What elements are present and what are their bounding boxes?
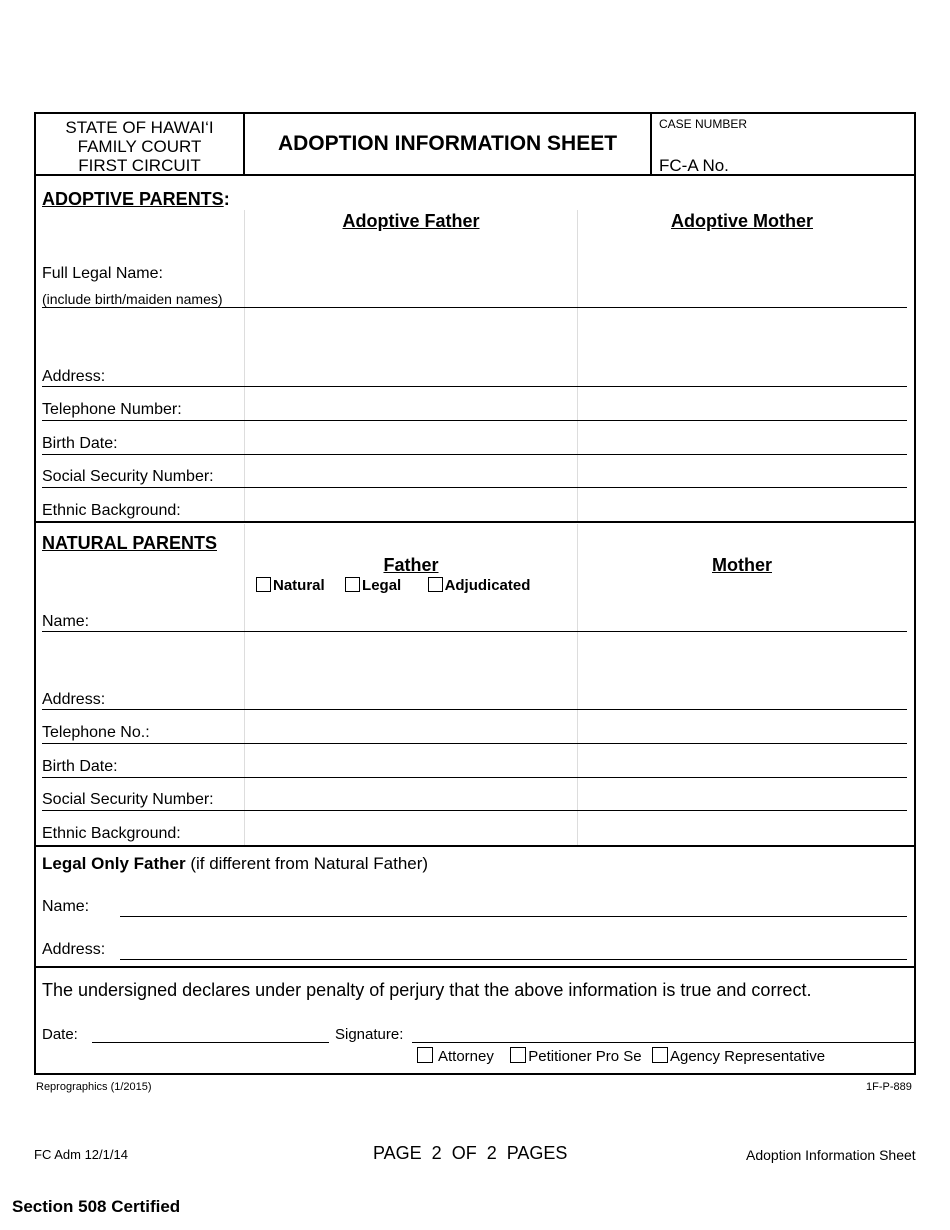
natural-address-line bbox=[42, 709, 907, 710]
legal-only-name-field[interactable] bbox=[120, 893, 907, 915]
court-name bbox=[36, 118, 243, 175]
reprographics-note: Reprographics (1/2015) bbox=[36, 1081, 152, 1093]
declaration-text: The undersigned declares under penalty of perjury that the above information is true and correct. bbox=[42, 980, 812, 1000]
natural-ssn-label: Social Security Number: bbox=[42, 791, 214, 808]
natural-telephone-line bbox=[42, 743, 907, 744]
adoptive-father-ethnic-field[interactable] bbox=[246, 492, 576, 520]
adjudicated-option-label: Adjudicated bbox=[444, 577, 531, 594]
natural-father-ethnic-field[interactable] bbox=[246, 815, 576, 843]
court-line-family: FAMILY COURT bbox=[77, 137, 202, 156]
legal-only-address-label: Address: bbox=[42, 941, 106, 958]
natural-mother-birth-date-field[interactable] bbox=[579, 748, 906, 776]
date-field[interactable] bbox=[92, 1022, 329, 1041]
adoptive-father-name-field[interactable] bbox=[246, 250, 576, 306]
legal-option-label: Legal bbox=[362, 577, 402, 594]
adoptive-ssn-line bbox=[42, 487, 907, 488]
natural-father-heading: Father bbox=[383, 555, 439, 575]
natural-checkbox[interactable] bbox=[256, 577, 271, 592]
natural-mother-heading: Mother bbox=[712, 555, 772, 575]
case-number-prefix: FC-A No. bbox=[659, 156, 729, 175]
natural-address-label: Address: bbox=[42, 691, 106, 708]
case-number-field[interactable] bbox=[745, 156, 910, 174]
legal-only-name-label: Name: bbox=[42, 898, 90, 915]
attorney-checkbox[interactable] bbox=[417, 1047, 433, 1063]
natural-section-title: NATURAL PARENTS bbox=[42, 533, 217, 553]
natural-name-label: Name: bbox=[42, 613, 90, 630]
adoptive-birth-date-line bbox=[42, 454, 907, 455]
legal-only-address-field[interactable] bbox=[120, 936, 907, 958]
adoptive-section-title: ADOPTIVE PARENTS: bbox=[42, 189, 230, 209]
section-rule-declaration bbox=[34, 966, 916, 968]
adoptive-father-heading: Adoptive Father bbox=[342, 211, 480, 231]
signature-label: Signature: bbox=[335, 1026, 404, 1043]
natural-mother-address-field[interactable] bbox=[579, 636, 906, 708]
natural-mother-name-field[interactable] bbox=[579, 604, 906, 630]
agency-checkbox[interactable] bbox=[652, 1047, 668, 1063]
natural-father-name-field[interactable] bbox=[246, 604, 576, 630]
adoptive-ssn-label: Social Security Number: bbox=[42, 468, 214, 485]
full-legal-name-line bbox=[42, 307, 907, 308]
page-number: PAGE 2 OF 2 PAGES bbox=[373, 1143, 568, 1163]
attorney-option-label: Attorney bbox=[438, 1048, 494, 1065]
legal-checkbox[interactable] bbox=[345, 577, 360, 592]
pro-se-option-label: Petitioner Pro Se bbox=[528, 1048, 642, 1065]
agency-option-label: Agency Representative bbox=[669, 1048, 826, 1065]
adjudicated-checkbox[interactable] bbox=[428, 577, 443, 592]
adoptive-ethnic-label: Ethnic Background: bbox=[42, 502, 181, 519]
adoptive-mother-heading: Adoptive Mother bbox=[671, 211, 813, 231]
natural-mother-telephone-field[interactable] bbox=[579, 715, 906, 742]
adoptive-father-telephone-field[interactable] bbox=[246, 392, 576, 419]
adoptive-mother-ethnic-field[interactable] bbox=[579, 492, 906, 520]
natural-father-telephone-field[interactable] bbox=[246, 715, 576, 742]
adoptive-mother-ssn-field[interactable] bbox=[579, 459, 906, 486]
adoptive-father-birth-date-field[interactable] bbox=[246, 425, 576, 453]
natural-ethnic-label: Ethnic Background: bbox=[42, 825, 181, 842]
natural-name-line bbox=[42, 631, 907, 632]
natural-father-address-field[interactable] bbox=[246, 636, 576, 708]
adoptive-address-label: Address: bbox=[42, 368, 106, 385]
adoptive-mother-name-field[interactable] bbox=[579, 250, 906, 306]
adoptive-col-divider-1 bbox=[244, 210, 245, 522]
pro-se-checkbox[interactable] bbox=[510, 1047, 526, 1063]
fc-adm-note: FC Adm 12/1/14 bbox=[34, 1147, 128, 1162]
section-rule-natural bbox=[34, 521, 916, 523]
full-legal-name-note: (include birth/maiden names) bbox=[42, 291, 223, 307]
natural-option-label: Natural bbox=[273, 577, 325, 594]
form-title: ADOPTION INFORMATION SHEET bbox=[277, 132, 618, 155]
natural-mother-ethnic-field[interactable] bbox=[579, 815, 906, 843]
natural-father-birth-date-field[interactable] bbox=[246, 748, 576, 776]
adoptive-father-ssn-field[interactable] bbox=[246, 459, 576, 486]
legal-only-father-title: Legal Only Father (if different from Natural Father) bbox=[42, 854, 429, 873]
natural-birth-date-line bbox=[42, 777, 907, 778]
natural-ssn-line bbox=[42, 810, 907, 811]
date-label: Date: bbox=[42, 1026, 78, 1043]
adoptive-telephone-line bbox=[42, 420, 907, 421]
adoptive-mother-address-field[interactable] bbox=[579, 310, 906, 385]
legal-only-address-line bbox=[120, 959, 907, 960]
section-508-note: Section 508 Certified bbox=[12, 1197, 181, 1216]
court-line-state: STATE OF HAWAI‘I bbox=[65, 118, 214, 137]
form-code: 1F-P-889 bbox=[866, 1081, 912, 1093]
adoptive-col-divider-2 bbox=[577, 210, 578, 522]
adoptive-birth-date-label: Birth Date: bbox=[42, 435, 118, 452]
signature-field[interactable] bbox=[412, 1022, 912, 1041]
adoptive-mother-telephone-field[interactable] bbox=[579, 392, 906, 419]
natural-birth-date-label: Birth Date: bbox=[42, 758, 118, 775]
father-type-options bbox=[256, 577, 530, 594]
full-legal-name-label: Full Legal Name: bbox=[42, 265, 163, 282]
signer-role-options bbox=[417, 1047, 825, 1065]
header-divider-right bbox=[650, 112, 652, 175]
natural-mother-ssn-field[interactable] bbox=[579, 782, 906, 809]
court-line-circuit: FIRST CIRCUIT bbox=[78, 156, 201, 175]
case-number-label: CASE NUMBER bbox=[659, 117, 748, 131]
section-rule-legal-only bbox=[34, 845, 916, 847]
signature-line bbox=[412, 1042, 914, 1043]
adoptive-mother-birth-date-field[interactable] bbox=[579, 425, 906, 453]
legal-only-name-line bbox=[120, 916, 907, 917]
natural-telephone-label: Telephone No.: bbox=[42, 724, 150, 741]
natural-father-ssn-field[interactable] bbox=[246, 782, 576, 809]
adoptive-address-line bbox=[42, 386, 907, 387]
adoptive-telephone-label: Telephone Number: bbox=[42, 401, 182, 418]
date-line bbox=[92, 1042, 329, 1043]
adoptive-father-address-field[interactable] bbox=[246, 310, 576, 385]
sheet-name: Adoption Information Sheet bbox=[746, 1147, 916, 1163]
